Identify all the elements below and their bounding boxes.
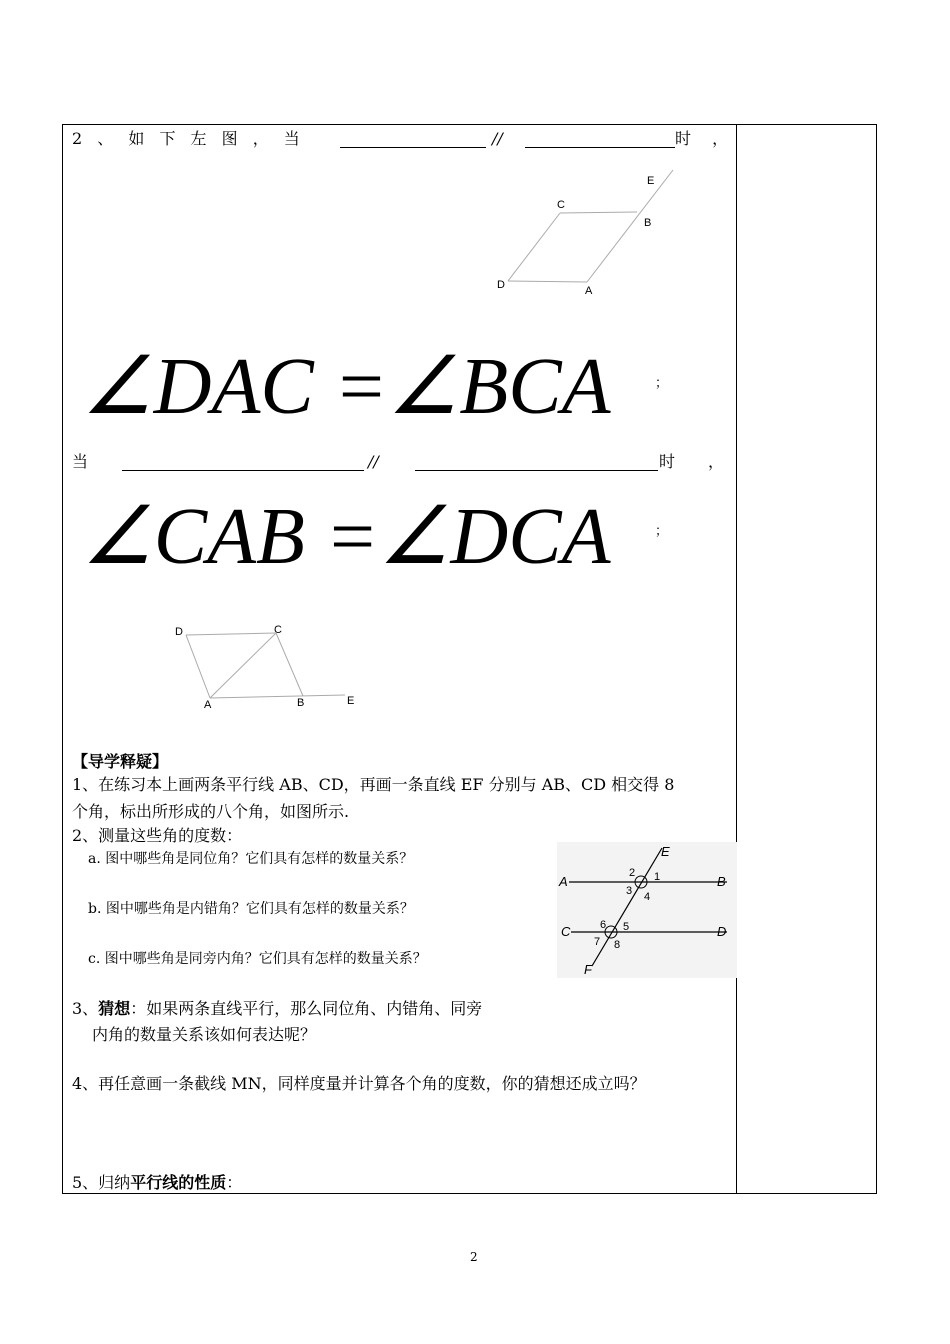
page-number: 2 bbox=[470, 1250, 478, 1264]
fig2-label-e: E bbox=[347, 695, 355, 707]
fig1-label-d: D bbox=[497, 279, 505, 291]
item2: 2、测量这些角的度数： bbox=[72, 826, 243, 845]
figure-parallelogram-1 bbox=[480, 160, 700, 305]
fig3-label-f: F bbox=[584, 962, 592, 977]
q2-blank-2 bbox=[525, 147, 675, 148]
fig1-label-e: E bbox=[647, 175, 655, 187]
fig3-angle-1: 1 bbox=[654, 871, 661, 883]
q2-semicolon-1: ； bbox=[655, 376, 669, 391]
fig2-label-a: A bbox=[204, 699, 212, 711]
fig3-background bbox=[557, 842, 737, 978]
item3-bold-guess: 猜想 bbox=[98, 999, 131, 1018]
fig1-label-a: A bbox=[585, 285, 593, 297]
item2-b: b. 图中哪些角是内错角？它们具有怎样的数量关系？ bbox=[88, 901, 414, 917]
item2-a: a. 图中哪些角是同位角？它们具有怎样的数量关系？ bbox=[88, 851, 414, 867]
item1-line1: 1、在练习本上画两条平行线 AB、CD，再画一条直线 EF 分别与 AB、CD 相交得 8 bbox=[72, 775, 675, 794]
q2-line2-prefix: 当 bbox=[72, 452, 89, 471]
q2-formula-1: ∠DAC =∠BCA bbox=[82, 343, 611, 431]
q2-line2-suffix: 时 bbox=[659, 452, 676, 471]
item1-line2: 个角，标出所形成的八个角，如图所示. bbox=[72, 802, 350, 821]
item3-text: ：如果两条直线平行，那么同位角、内错角、同旁 bbox=[130, 999, 483, 1018]
q2-parallel-symbol-2: // bbox=[368, 452, 379, 471]
item3-number: 3、 bbox=[72, 999, 99, 1018]
fig3-label-c: C bbox=[561, 924, 571, 939]
fig1-edge-da bbox=[508, 281, 587, 282]
fig3-angle-8: 8 bbox=[614, 939, 621, 951]
q2-line1-prefix: 2 、 如 下 左 图 ， 当 bbox=[72, 129, 300, 148]
figure-parallelogram-2 bbox=[170, 618, 370, 718]
item5 bbox=[72, 1173, 242, 1193]
fig2-label-b: B bbox=[297, 697, 305, 709]
fig3-angle-6: 6 bbox=[600, 919, 607, 931]
fig2-edge-da bbox=[186, 635, 210, 698]
q2-blank-3 bbox=[122, 470, 364, 471]
item5-colon: ： bbox=[226, 1173, 243, 1192]
fig3-label-a: A bbox=[559, 874, 568, 889]
fig2-edge-cb bbox=[276, 633, 303, 696]
q2-comma: ， bbox=[708, 452, 725, 471]
fig3-label-b: B bbox=[717, 874, 726, 889]
fig2-label-c: C bbox=[274, 624, 282, 636]
item4: 4、再任意画一条截线 MN，同样度量并计算各个角的度数，你的猜想还成立吗？ bbox=[72, 1074, 646, 1093]
q2-semicolon-2: ； bbox=[655, 524, 669, 539]
q2-formula-2: ∠CAB =∠DCA bbox=[82, 493, 611, 581]
fig3-angle-5: 5 bbox=[623, 921, 630, 933]
fig1-label-c: C bbox=[557, 199, 565, 211]
item2-c: c. 图中哪些角是同旁内角？它们具有怎样的数量关系？ bbox=[88, 951, 427, 967]
fig2-label-d: D bbox=[175, 626, 183, 638]
item3-line2: 内角的数量关系该如何表达呢？ bbox=[92, 1025, 317, 1044]
section-heading: 【导学释疑】 bbox=[72, 752, 169, 771]
figure-parallel-lines-transversal bbox=[557, 842, 737, 978]
item5-bold-properties: 平行线的性质 bbox=[130, 1173, 227, 1192]
fig3-label-d: D bbox=[717, 924, 727, 939]
q2-blank-4 bbox=[415, 470, 658, 471]
item5-prefix: 5、归纳 bbox=[72, 1173, 131, 1192]
q2-blank-1 bbox=[340, 147, 486, 148]
fig1-line-ae bbox=[587, 170, 673, 282]
fig1-label-b: B bbox=[644, 217, 652, 229]
fig1-edge-cb bbox=[560, 212, 637, 213]
q2-parallel-symbol-1: // bbox=[492, 129, 503, 148]
fig3-label-e: E bbox=[661, 844, 670, 859]
fig2-line-ae bbox=[210, 695, 345, 698]
fig3-angle-7: 7 bbox=[594, 936, 601, 948]
fig1-edge-dc bbox=[508, 213, 560, 281]
fig2-diagonal-ac bbox=[210, 633, 276, 698]
fig3-angle-3: 3 bbox=[626, 885, 633, 897]
fig3-angle-2: 2 bbox=[629, 867, 636, 879]
fig2-edge-dc bbox=[186, 633, 276, 635]
table-column-divider bbox=[736, 124, 737, 1194]
fig3-angle-4: 4 bbox=[644, 891, 651, 903]
item3-line1 bbox=[72, 999, 482, 1019]
q2-line1-suffix: 时 ， bbox=[675, 129, 729, 148]
